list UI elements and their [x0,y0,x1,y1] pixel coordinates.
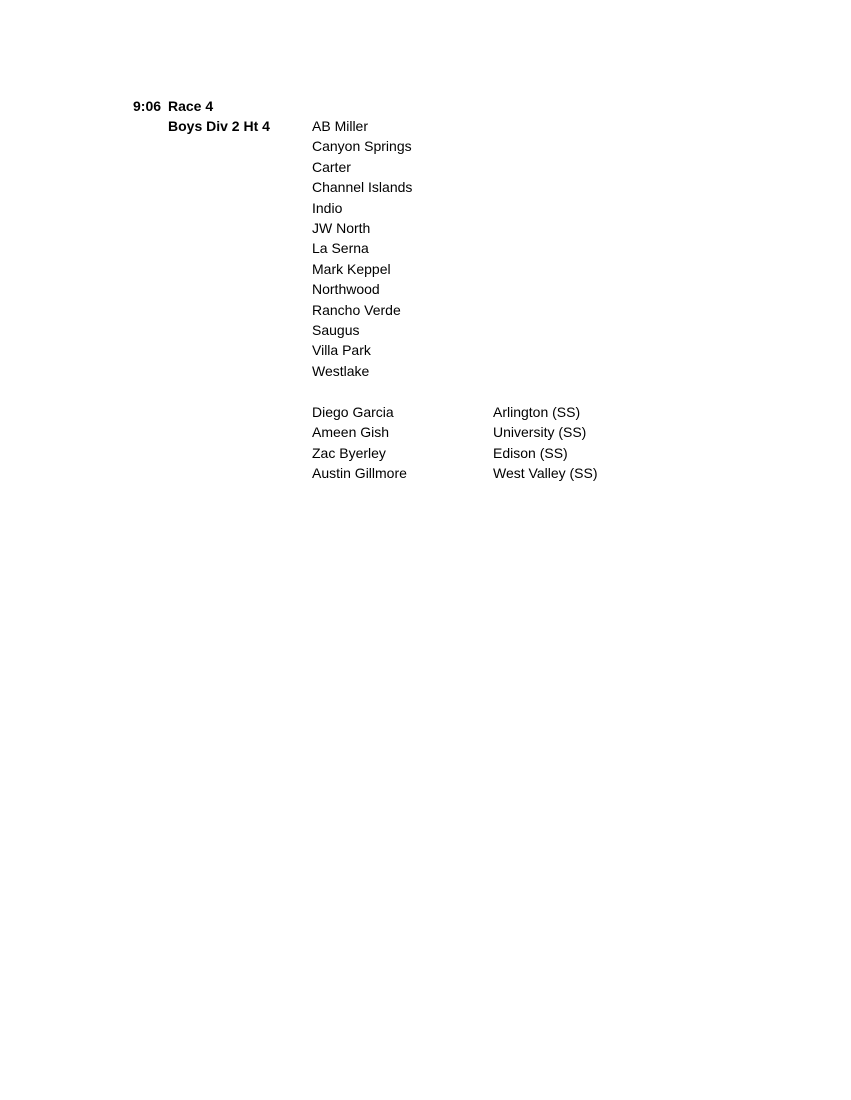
team-entry: Saugus [312,321,360,338]
race-division: Boys Div 2 Ht 4 [168,118,270,134]
team-entry: Rancho Verde [312,301,401,318]
runner-name: Austin Gillmore [312,465,407,482]
team-entry: Villa Park [312,342,371,359]
individual-runner-list [312,402,632,484]
team-entry: Indio [312,199,343,216]
team-entry: Northwood [312,281,380,298]
runner-school: West Valley (SS) [493,465,598,482]
runner-name: Ameen Gish [312,424,390,441]
team-entry: JW North [312,219,371,236]
team-entry: Mark Keppel [312,260,391,277]
team-list [312,116,412,381]
runner-name: Zac Byerley [312,444,386,461]
runner-school: University (SS) [493,424,587,441]
team-entry: Canyon Springs [312,138,412,155]
individual-entry [312,422,632,442]
team-entry: AB Miller [312,118,369,134]
race-title: Race 4 [168,98,214,114]
race-time: 9:06 [133,98,162,114]
runner-name: Diego Garcia [312,404,394,420]
runner-school: Arlington (SS) [493,404,581,420]
team-entry: La Serna [312,240,369,257]
individual-entry [312,443,632,463]
individual-entry [312,402,632,422]
team-entry: Westlake [312,362,370,379]
runner-school: Edison (SS) [493,444,568,461]
team-entry: Carter [312,158,351,175]
individual-entry [312,463,632,483]
team-entry: Channel Islands [312,179,413,196]
